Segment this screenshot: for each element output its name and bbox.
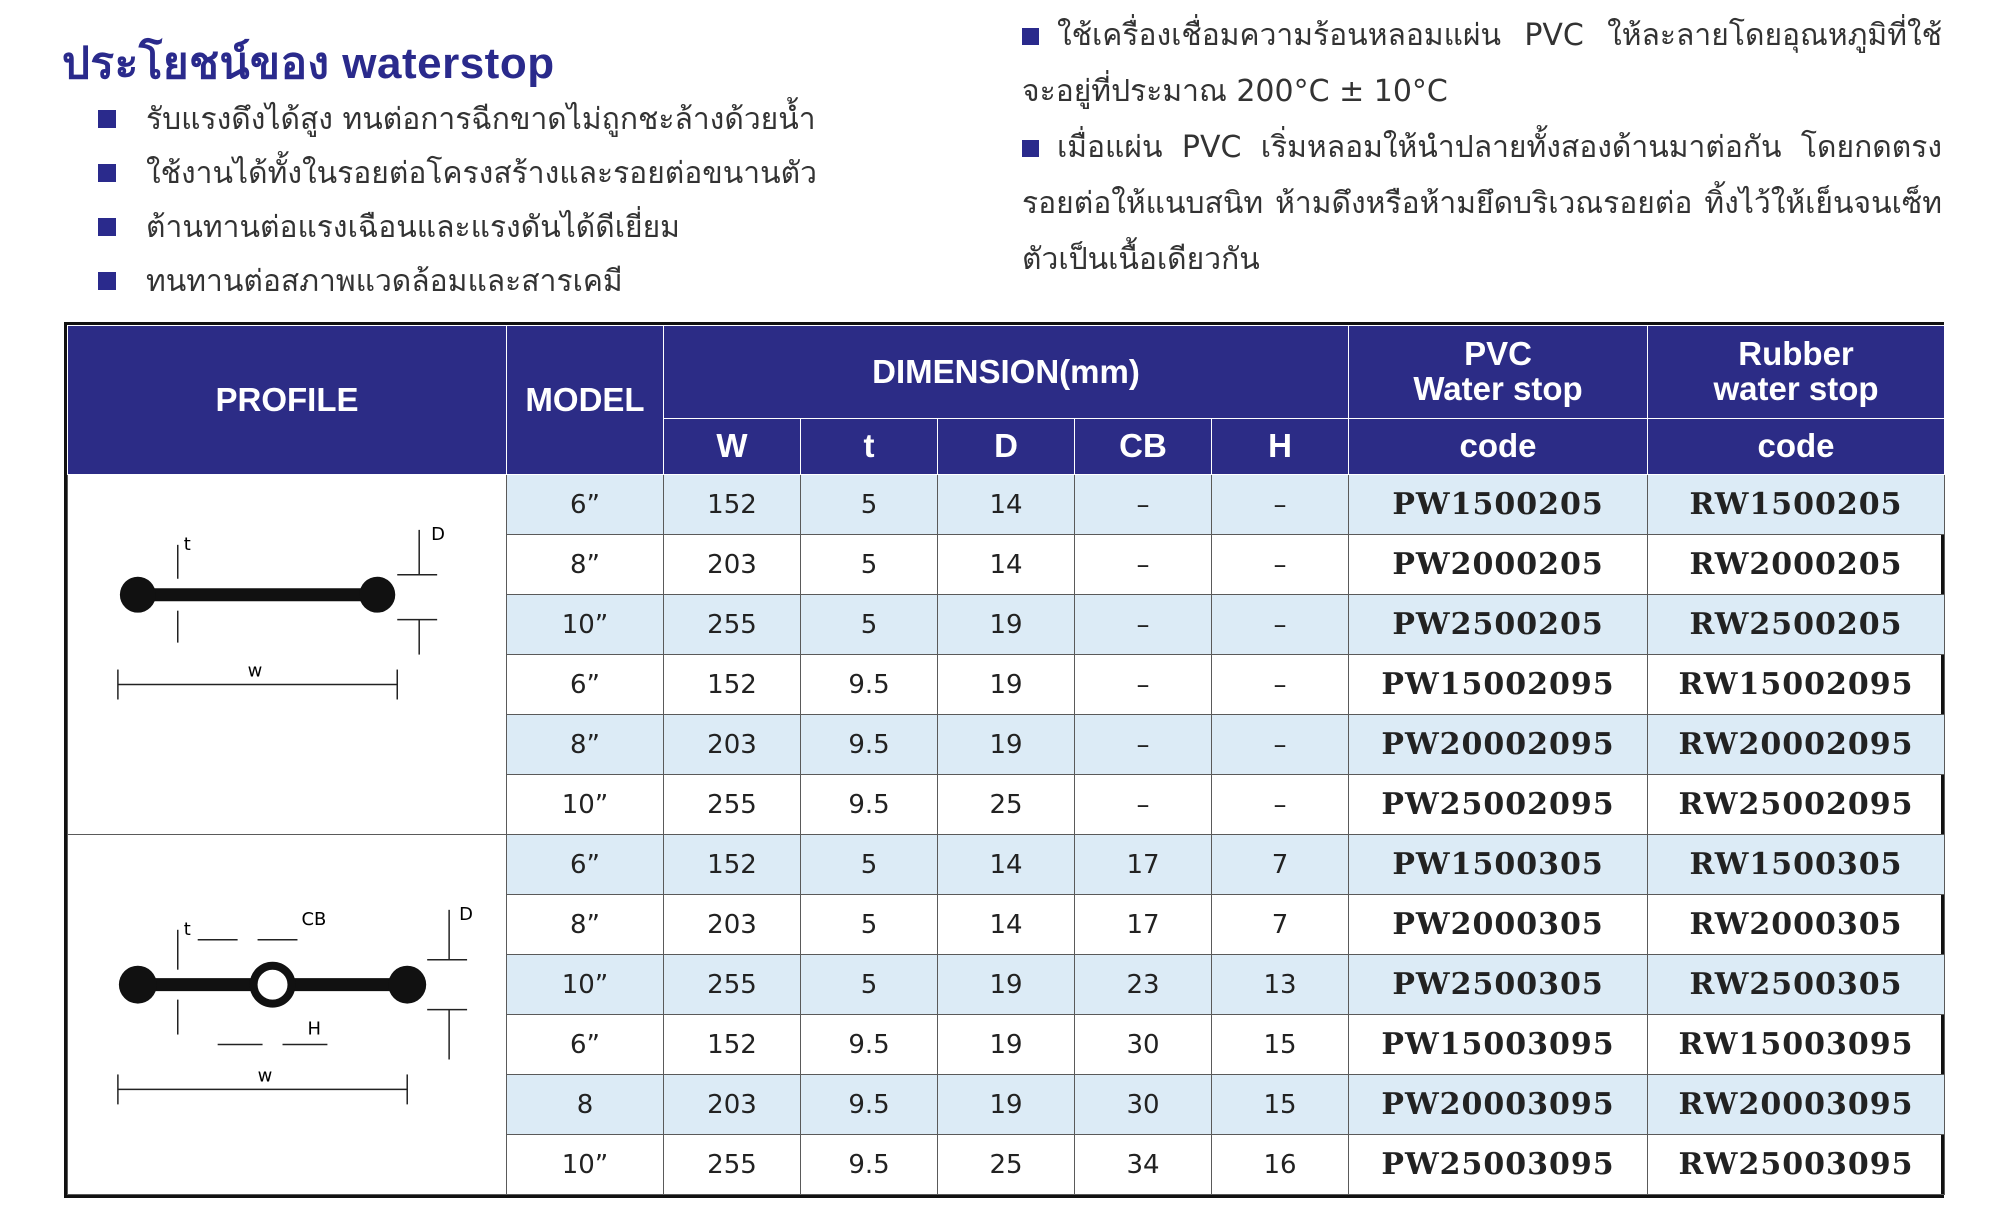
cell-h: – — [1212, 775, 1349, 835]
cell-h: – — [1212, 475, 1349, 535]
cell-model: 10” — [507, 775, 664, 835]
cell-t: 5 — [801, 835, 938, 895]
cell-pvc: PW15002095 — [1349, 655, 1648, 715]
instruction-paragraph — [1022, 120, 1942, 288]
header-rubber-line1: Rubber — [1738, 335, 1854, 373]
cell-h: – — [1212, 655, 1349, 715]
label-d: D — [459, 903, 473, 925]
cell-w: 255 — [664, 775, 801, 835]
table-row — [68, 835, 1945, 895]
label-w: w — [257, 1065, 273, 1087]
cell-w: 203 — [664, 1075, 801, 1135]
cell-cb: 30 — [1075, 1075, 1212, 1135]
cell-h: 15 — [1212, 1075, 1349, 1135]
cell-h: – — [1212, 535, 1349, 595]
cell-model: 8” — [507, 715, 664, 775]
cell-pvc: PW1500305 — [1349, 835, 1648, 895]
cell-h: 15 — [1212, 1015, 1349, 1075]
cell-cb: – — [1075, 715, 1212, 775]
cell-h: 13 — [1212, 955, 1349, 1015]
cell-d: 19 — [938, 715, 1075, 775]
flat-bulb-left — [120, 577, 156, 613]
benefit-item — [98, 254, 817, 308]
cell-h: 7 — [1212, 895, 1349, 955]
cell-cb: – — [1075, 595, 1212, 655]
cell-pvc: PW2500205 — [1349, 595, 1648, 655]
flat-label-d: D — [431, 523, 445, 545]
cell-t: 9.5 — [801, 1135, 938, 1195]
header-pvc-line2: Water stop — [1413, 370, 1583, 407]
cell-cb: – — [1075, 475, 1212, 535]
cell-d: 14 — [938, 895, 1075, 955]
instruction-paragraph — [1022, 8, 1942, 120]
benefit-text: ต้านทานต่อแรงเฉือนและแรงดันได้ดีเยี่ยม — [146, 209, 680, 245]
cell-t: 5 — [801, 955, 938, 1015]
cell-cb: 30 — [1075, 1015, 1212, 1075]
cell-w: 203 — [664, 715, 801, 775]
cell-rubber: RW1500205 — [1648, 475, 1945, 535]
header-cb: CB — [1075, 419, 1212, 475]
label-h: H — [307, 1018, 321, 1040]
cell-cb: 23 — [1075, 955, 1212, 1015]
cell-t: 5 — [801, 895, 938, 955]
cell-w: 203 — [664, 535, 801, 595]
benefit-item — [98, 200, 817, 254]
cell-h: – — [1212, 715, 1349, 775]
cell-w: 152 — [664, 835, 801, 895]
bulb-left — [119, 966, 157, 1004]
cell-pvc: PW25002095 — [1349, 775, 1648, 835]
cell-t: 9.5 — [801, 1075, 938, 1135]
cell-t: 9.5 — [801, 715, 938, 775]
instruction-text: ใช้เครื่องเชื่อมความร้อนหลอมแผ่น PVC ให้ละลายโดยอุณหภูมิที่ใช้จะอยู่ที่ประมาณ 200°C ± 10°C — [1022, 18, 1942, 109]
cell-pvc: PW20002095 — [1349, 715, 1648, 775]
cell-pvc: PW1500205 — [1349, 475, 1648, 535]
cell-w: 152 — [664, 655, 801, 715]
cell-model: 10” — [507, 955, 664, 1015]
header-h: H — [1212, 419, 1349, 475]
cell-cb: – — [1075, 535, 1212, 595]
cell-rubber: RW15003095 — [1648, 1015, 1945, 1075]
cell-t: 9.5 — [801, 775, 938, 835]
benefit-text: รับแรงดึงได้สูง ทนต่อการฉีกขาดไม่ถูกชะล้างด้วยน้ำ — [146, 101, 816, 137]
cell-model: 8 — [507, 1075, 664, 1135]
square-bullet-icon — [98, 218, 116, 236]
header-pvc-line1: PVC — [1464, 335, 1532, 373]
label-cb: CB — [301, 908, 327, 930]
header-dimension: DIMENSION(mm) — [664, 326, 1349, 419]
cell-t: 9.5 — [801, 1015, 938, 1075]
cell-pvc: PW2000305 — [1349, 895, 1648, 955]
square-bullet-icon — [98, 110, 116, 128]
cell-d: 19 — [938, 595, 1075, 655]
cell-rubber: RW1500305 — [1648, 835, 1945, 895]
header-rubber — [1648, 326, 1945, 419]
cell-d: 25 — [938, 775, 1075, 835]
cell-pvc: PW20003095 — [1349, 1075, 1648, 1135]
cell-d: 14 — [938, 535, 1075, 595]
profile-center-bulb-drawing — [68, 835, 507, 1195]
center-bulb-waterstop-diagram — [68, 835, 506, 1194]
square-bullet-icon — [98, 272, 116, 290]
cell-model: 6” — [507, 1015, 664, 1075]
cell-w: 255 — [664, 1135, 801, 1195]
cell-rubber: RW2000305 — [1648, 895, 1945, 955]
header-pvc — [1349, 326, 1648, 419]
header-profile: PROFILE — [68, 326, 507, 475]
flat-label-t: t — [183, 533, 191, 555]
cell-d: 19 — [938, 955, 1075, 1015]
cell-t: 5 — [801, 595, 938, 655]
cell-rubber: RW2500305 — [1648, 955, 1945, 1015]
profile-flat-drawing — [68, 475, 507, 835]
cell-model: 10” — [507, 1135, 664, 1195]
cell-w: 255 — [664, 595, 801, 655]
cell-pvc: PW25003095 — [1349, 1135, 1648, 1195]
header-model: MODEL — [507, 326, 664, 475]
cell-pvc: PW2500305 — [1349, 955, 1648, 1015]
cell-model: 6” — [507, 835, 664, 895]
header-d: D — [938, 419, 1075, 475]
cell-rubber: RW2500205 — [1648, 595, 1945, 655]
cell-d: 14 — [938, 475, 1075, 535]
cell-d: 14 — [938, 835, 1075, 895]
instruction-text: เมื่อแผ่น PVC เริ่มหลอมให้นำปลายทั้งสองด้านมาต่อกัน โดยกดตรงรอยต่อให้แนบสนิท ห้ามดึงหรือห้ามยึดบริเวณรอยต่อ ทิ้งไว้ให้เย็นจนเซ็ทตัวเป็นเนื้อเดียวกัน — [1022, 130, 1942, 277]
cell-h: – — [1212, 595, 1349, 655]
header-rubber-line2: water stop — [1713, 370, 1879, 407]
cell-h: 16 — [1212, 1135, 1349, 1195]
cell-model: 8” — [507, 895, 664, 955]
label-t: t — [183, 918, 191, 940]
cell-pvc: PW15003095 — [1349, 1015, 1648, 1075]
benefit-text: ใช้งานได้ทั้งในรอยต่อโครงสร้างและรอยต่อขนานตัว — [146, 155, 817, 191]
cell-t: 5 — [801, 535, 938, 595]
cell-cb: – — [1075, 655, 1212, 715]
header-t: t — [801, 419, 938, 475]
cell-t: 9.5 — [801, 655, 938, 715]
table-row — [68, 475, 1945, 535]
cell-w: 203 — [664, 895, 801, 955]
header-pvc-code: code — [1349, 419, 1648, 475]
cell-cb: 34 — [1075, 1135, 1212, 1195]
cell-rubber: RW25003095 — [1648, 1135, 1945, 1195]
center-bulb — [254, 966, 292, 1004]
cell-pvc: PW2000205 — [1349, 535, 1648, 595]
cell-model: 6” — [507, 475, 664, 535]
square-bullet-icon — [1022, 28, 1039, 45]
cell-cb: 17 — [1075, 835, 1212, 895]
header-w: W — [664, 419, 801, 475]
flat-bulb-right — [359, 577, 395, 613]
flat-label-w: w — [247, 660, 263, 682]
benefit-text: ทนทานต่อสภาพแวดล้อมและสารเคมี — [146, 263, 623, 299]
cell-cb: – — [1075, 775, 1212, 835]
cell-model: 6” — [507, 655, 664, 715]
square-bullet-icon — [98, 164, 116, 182]
cell-d: 19 — [938, 655, 1075, 715]
cell-t: 5 — [801, 475, 938, 535]
cell-rubber: RW20002095 — [1648, 715, 1945, 775]
welding-instructions — [1022, 8, 1942, 288]
cell-d: 19 — [938, 1015, 1075, 1075]
cell-rubber: RW25002095 — [1648, 775, 1945, 835]
cell-rubber: RW2000205 — [1648, 535, 1945, 595]
bulb-right — [388, 966, 426, 1004]
cell-model: 10” — [507, 595, 664, 655]
cell-d: 25 — [938, 1135, 1075, 1195]
spec-table — [67, 325, 1945, 1195]
benefits-list — [98, 92, 817, 308]
benefits-title: ประโยชน์ของ waterstop — [62, 39, 555, 88]
cell-model: 8” — [507, 535, 664, 595]
spec-table-frame — [64, 322, 1944, 1198]
cell-w: 152 — [664, 475, 801, 535]
benefit-item — [98, 92, 817, 146]
cell-rubber: RW20003095 — [1648, 1075, 1945, 1135]
cell-h: 7 — [1212, 835, 1349, 895]
cell-rubber: RW15002095 — [1648, 655, 1945, 715]
square-bullet-icon — [1022, 140, 1039, 157]
cell-w: 152 — [664, 1015, 801, 1075]
header-rubber-code: code — [1648, 419, 1945, 475]
cell-w: 255 — [664, 955, 801, 1015]
cell-d: 19 — [938, 1075, 1075, 1135]
benefit-item — [98, 146, 817, 200]
cell-cb: 17 — [1075, 895, 1212, 955]
flat-waterstop-diagram — [68, 475, 506, 834]
